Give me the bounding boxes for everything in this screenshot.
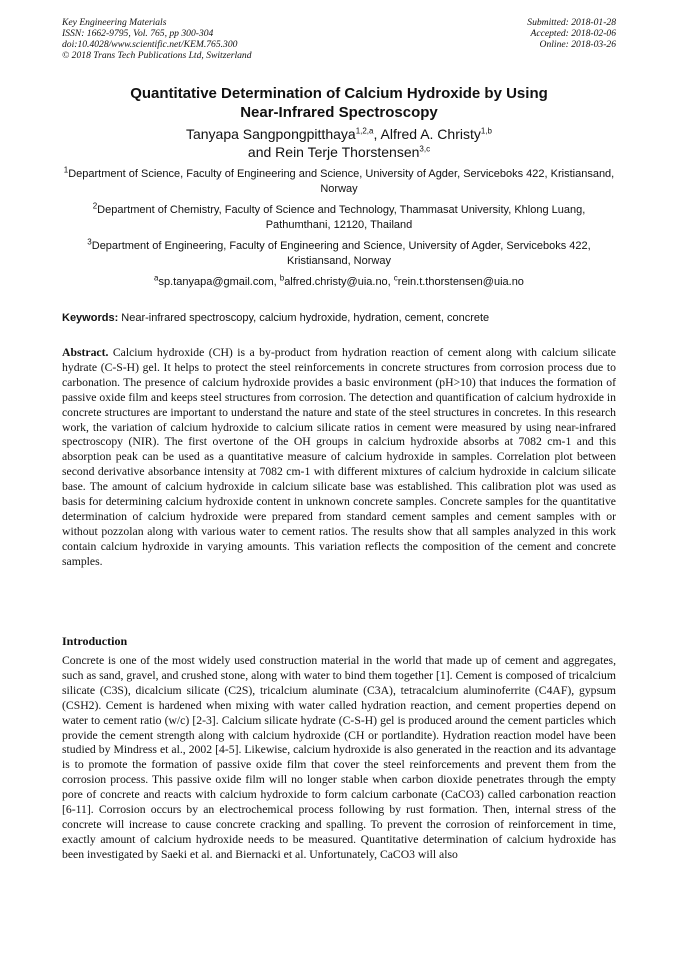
submitted-date: Submitted: 2018-01-28 xyxy=(527,17,616,28)
issn: ISSN: 1662-9795, Vol. 765, pp 300-304 xyxy=(62,28,214,39)
affiliation-3-text: Department of Engineering, Faculty of Engineering and Science, University of Agder, Serviceboks 422, Kristiansand, Norway xyxy=(91,240,591,267)
email-a-sup: a xyxy=(154,273,159,283)
affiliation-1-sup: 1 xyxy=(63,165,69,175)
keywords xyxy=(62,311,616,325)
author-2: Alfred A. Christy xyxy=(380,126,481,142)
journal-meta xyxy=(62,17,252,61)
title-line-2: Near-Infrared Spectroscopy xyxy=(240,104,438,121)
accepted-date: Accepted: 2018-02-06 xyxy=(530,28,616,39)
copyright: © 2018 Trans Tech Publications Ltd, Switzerland xyxy=(62,50,252,61)
abstract xyxy=(62,346,616,570)
email-c-sup: c xyxy=(393,273,398,283)
title-line-1: Quantitative Determination of Calcium Hydroxide by Using xyxy=(130,85,548,102)
abstract-label: Abstract. xyxy=(62,346,109,359)
affiliation-2-sup: 2 xyxy=(92,201,98,211)
affiliation-3 xyxy=(62,239,616,269)
author-2-sup: 1,b xyxy=(480,126,492,136)
author-1-sup: 1,2,a xyxy=(355,126,374,136)
dates-meta xyxy=(527,17,616,50)
online-date: Online: 2018-03-26 xyxy=(539,39,616,50)
email-b-sup: b xyxy=(279,273,285,283)
keywords-label: Keywords: xyxy=(62,312,119,324)
email-a[interactable]: sp.tanyapa@gmail.com, xyxy=(158,276,280,288)
paper-title xyxy=(62,84,616,122)
author-1: Tanyapa Sangpongpitthaya xyxy=(185,126,356,142)
affiliation-2-text: Department of Chemistry, Faculty of Science and Technology, Thammasat University, Khlong Luang, Pathumthani, 12120, Thailand xyxy=(97,204,586,231)
affiliation-1 xyxy=(62,167,616,197)
author-3: and Rein Terje Thorstensen xyxy=(247,144,420,160)
introduction-heading: Introduction xyxy=(62,634,128,648)
email-c[interactable]: rein.t.thorstensen@uia.no xyxy=(397,276,524,288)
emails xyxy=(62,275,616,290)
author-3-sup: 3,c xyxy=(419,144,431,154)
keywords-text: Near-infrared spectroscopy, calcium hydroxide, hydration, cement, concrete xyxy=(118,312,490,324)
affiliation-1-text: Department of Science, Faculty of Engineering and Science, University of Agder, Serviceboks 422, Kristiansand, Norway xyxy=(68,168,615,195)
abstract-text: Calcium hydroxide (CH) is a by-product from hydration reaction of cement along with calcium silicate hydrate (C-S-H) gel. It helps to protect the steel reinforcements in concrete structures from corrosion process due to carbonation. The presence of calcium hydroxide provides a basic environment (pH>10) that induces the formation of passive oxide film and keeps steel structures from corrosion. The detection and quantification of calcium hydroxide in concrete structures are important to understand the nature and state of the steel structures in concretes. In this research work, the variation of calcium hydroxide to calcium silicate ratios in cement were measured by using near-infrared spectroscopy (NIR). The first overtone of the OH groups in calcium hydroxide absorbs at 7082 cm-1 and this absorption peak can be used as a quantitative measure of calcium hydroxide in samples. Correlation plot between second derivative absorbance intensity at 7082 cm-1 with different mixtures of calcium hydroxide in calcium silicate base. The amount of calcium hydroxide in calcium silicate base was established. This calibration plot was used as basis for determining calcium hydroxide content in unknown concrete samples. Concrete samples for the quantitative determination of calcium hydroxide were prepared from standard cement samples and cement samples with or without pozzolan along with various water to cement ratios. The results show that all samples analyzed in this work contain calcium hydroxide in varying amounts. This variation reflects the composition of the cement and concrete samples. xyxy=(62,346,616,568)
introduction-text: Concrete is one of the most widely used construction material in the world that made up of cement and aggregates, such as sand, gravel, and crushed stone, along with water to bind them together [1]. Cement is composed of tricalcium silicate (C3S), dicalcium silicate (C2S), tricalcium aluminate (C3A), tetracalcium aluminoferrite (C4AF), gypsum (CSH2). Cement is hardened when mixing with water called hydration reaction, and cement properties depend on water to cement ratio (w/c) [2-3]. Calcium silicate hydrate (C-S-H) gel is produced around the cement particles which provide the cement strength along with calcium hydroxide (CH or portlandite). Hydration reaction model have been studied by Mindress et al., 2002 [4-5]. Likewise, calcium hydroxide is also generated in the reaction and its advantage is to promote the formation of passive oxide film that cover the steel reinforcements and prevent them from the corrosion process. This passive oxide film will no longer stable when carbon dioxide penetrates through the empty pore of concrete and reacts with calcium hydroxide to form calcium carbonate (CaCO3) called carbonation reaction [6-11]. Corrosion occurs by an electrochemical process following by rust formation. Then, internal stress of the concrete will increase to cause concrete cracking and spalling. To prevent the corrosion of reinforcement in time, exactly amount of calcium hydroxide needs to be measured. Quantitative determination of calcium hydroxide has been investigated by Saeki et al. and Biernacki et al. Unfortunately, CaCO3 will also xyxy=(62,654,616,861)
email-b[interactable]: alfred.christy@uia.no, xyxy=(284,276,394,288)
journal-name: Key Engineering Materials xyxy=(62,17,167,28)
affiliation-3-sup: 3 xyxy=(87,237,92,247)
doi: doi:10.4028/www.scientific.net/KEM.765.300 xyxy=(62,39,238,50)
authors: Tanyapa Sangpongpitthaya$^{1,2,a}$, Alfred A. Christy$^{1,b}$ and Rein Terje Thorstensen$^{3,c}$ xyxy=(185,126,492,160)
affiliation-2 xyxy=(62,203,616,233)
